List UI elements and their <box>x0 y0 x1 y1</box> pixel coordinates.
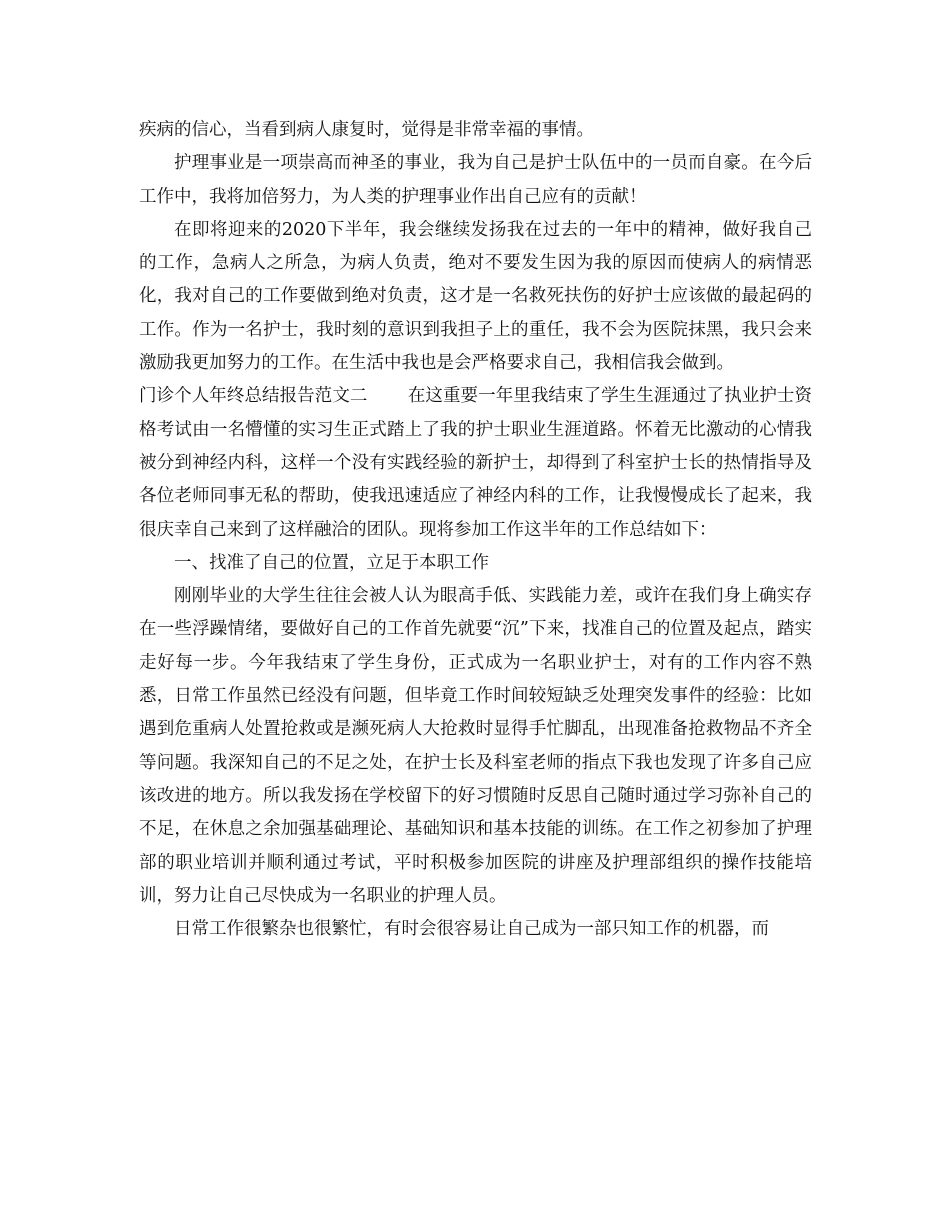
paragraph-continuation: 疾病的信心，当看到病人康复时，觉得是非常幸福的事情。 <box>139 120 594 140</box>
paragraph-graduate-work: 刚刚毕业的大学生往往会被人认为眼高手低、实践能力差，或许在我们身上确实存在一些浮躁情绪，要做好自己的工作首先就要“沉”下来，找准自己的位置及起点，踏实走好每一步。今年我结束了学生身份，正式成为一名职业护士，对有的工作内容不熟悉，日常工作虽然已经没有问题，但毕竟工作时间较短缺乏处理突发事件的经验：比如遇到危重病人处置抢救或是濒死病人大抢救时显得手忙脚乱，出现准备抢救物品不齐全等问题。我深知自己的不足之处，在护士长及科室老师的指点下我也发现了许多自己应该改进的地方。所以我发扬在学校留下的好习惯随时反思自己随时通过学习弥补自己的不足，在休息之余加强基础理论、基础知识和基本技能的训练。在工作之初参加了护理部的职业培训并顺利通过考试，平时积极参加医院的讲座及护理部组织的操作技能培训，努力让自己尽快成为一名职业的护理人员。 <box>139 586 812 906</box>
section-title: 门诊个人年终总结报告范文二 <box>139 386 368 407</box>
subheading-position: 一、找准了自己的位置，立足于本职工作 <box>174 552 489 573</box>
paragraph-nursing-career: 护理事业是一项崇高而神圣的事业，我为自己是护士队伍中的一员而自豪。在今后工作中，我将加倍努力，为人类的护理事业作出自己应有的贡献！ <box>139 153 812 207</box>
paragraph-second-half-plan: 在即将迎来的2020下半年，我会继续发扬我在过去的一年中的精神，做好我自己的工作，急病人之所急，为病人负责，绝对不要发生因为我的原因而使病人的病情恶化，我对自己的工作要做到绝对负责，这才是一名救死扶伤的好护士应该做的最起码的工作。作为一名护士，我时刻的意识到我担子上的重任，我不会为医院抹黑，我只会来激励我更加努力的工作。在生活中我也是会严格要求自己，我相信我会做到。 <box>139 219 812 374</box>
paragraph-daily-work: 日常工作很繁杂也很繁忙，有时会很容易让自己成为一部只知工作的机器，而 <box>174 919 769 940</box>
section-heading-paragraph <box>139 380 812 546</box>
section-intro-text: 在这重要一年里我结束了学生生涯通过了执业护士资格考试由一名懵懂的实习生正式踏上了我的护士职业生涯道路。怀着无比激动的心情我被分到神经内科，这样一个没有实践经验的新护士，却得到了科室护士长的热情指导及各位老师同事无私的帮助，使我迅速适应了神经内科的工作，让我慢慢成长了起来，我很庆幸自己来到了这样融洽的团队。现将参加工作这半年的工作总结如下： <box>139 386 813 540</box>
document-page <box>139 114 812 946</box>
